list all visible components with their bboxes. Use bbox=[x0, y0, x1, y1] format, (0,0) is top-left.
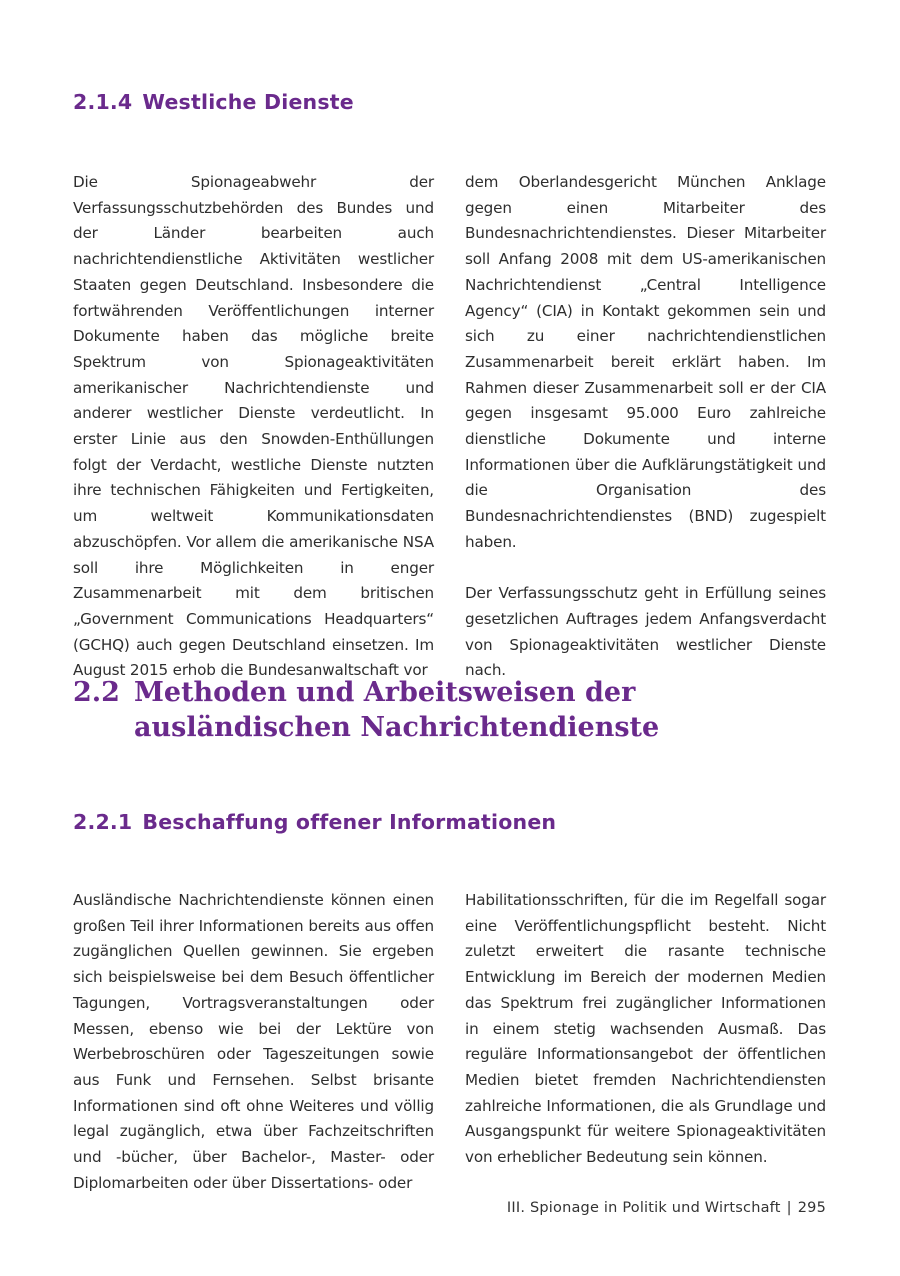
section-number: 2.2 bbox=[73, 677, 120, 708]
section-number: 2.2.1 bbox=[73, 810, 133, 834]
paragraph: Die Spionageabwehr der Verfassungsschutzbehörden des Bundes und der Länder bearbeiten auch nachrichtendienstliche Aktivitäten westlicher Staaten gegen Deutschland. Insbesondere die fortwährenden Veröffentlichungen interner Dokumente haben das mögliche breite Spektrum von Spionageaktivitäten amerikanischer Nachrichtendienste und anderer westlicher Dienste verdeutlicht. In erster Linie aus den Snowden-Enthüllungen folgt der Verdacht, westliche Dienste nutzten ihre technischen Fähigkeiten und Fertigkeiten, um weltweit Kommunikationsdaten abzuschöpfen. Vor allem die amerikanische NSA soll ihre Möglichkeiten in enger Zusammenarbeit mit dem britischen „Government Communications Headquarters“ (GCHQ) auch gegen Deutschland einsetzen. Im August 2015 erhob die Bundesanwaltschaft vor bbox=[73, 173, 434, 680]
chapter-heading-2-2 bbox=[73, 675, 853, 747]
column-right-2-2-1 bbox=[465, 888, 826, 1171]
column-left-2-2-1 bbox=[73, 888, 434, 1196]
page-footer bbox=[66, 1200, 826, 1216]
column-right-2-1-4 bbox=[465, 170, 826, 684]
page-number: 295 bbox=[797, 1200, 826, 1216]
section-title: Methoden und Arbeitsweisen der ausländischen Nachrichtendienste bbox=[134, 677, 660, 743]
paragraph: Ausländische Nachrichtendienste können einen großen Teil ihrer Informationen bereits aus offen zugänglichen Quellen gewinnen. Sie ergeben sich beispielsweise bei dem Besuch öffentlicher Tagungen, Vortragsveranstaltungen oder Messen, ebenso wie bei der Lektüre von Werbebroschüren oder Tageszeitungen sowie aus Funk und Fernsehen. Selbst brisante Informationen sind oft ohne Weiteres und völlig legal zugänglich, etwa über Fachzeitschriften und -bücher, über Bachelor-, Master- oder Diplomarbeiten oder über Dissertations- oder bbox=[73, 891, 434, 1192]
section-heading-2-1-4 bbox=[73, 90, 354, 114]
paragraph: Habilitationsschriften, für die im Regelfall sogar eine Veröffentlichungspflicht besteht. Nicht zuletzt erweitert die rasante technische Entwicklung im Bereich der modernen Medien das Spektrum frei zugänglicher Informationen in einem stetig wachsenden Ausmaß. Das reguläre Informationsangebot der öffentlichen Medien bietet fremden Nachrichtendiensten zahlreiche Informationen, die als Grundlage und Ausgangspunkt für weitere Spionageaktivitäten von erheblicher Bedeutung sein können. bbox=[465, 891, 826, 1167]
section-title: Westliche Dienste bbox=[142, 90, 354, 114]
footer-separator: | bbox=[786, 1200, 792, 1216]
paragraph: dem Oberlandesgericht München Anklage gegen einen Mitarbeiter des Bundesnachrichtendienstes. Dieser Mitarbeiter soll Anfang 2008 mit dem US-amerikanischen Nachrichtendienst „Central Intelligence Agency“ (CIA) in Kontakt gekommen sein und sich zu einer nachrichtendienstlichen Zusammenarbeit bereit erklärt haben. Im Rahmen dieser Zusammenarbeit soll er der CIA gegen insgesamt 95.000 Euro zahlreiche dienstliche Dokumente und interne Informationen über die Aufklärungstätigkeit und die Organisation des Bundesnachrichtendienstes (BND) zugespielt haben. bbox=[465, 173, 826, 551]
section-number: 2.1.4 bbox=[73, 90, 133, 114]
section-heading-2-2-1 bbox=[73, 810, 556, 834]
section-title: Beschaffung offener Informationen bbox=[142, 810, 557, 834]
footer-chapter: III. Spionage in Politik und Wirtschaft bbox=[506, 1200, 781, 1216]
column-left-2-1-4 bbox=[73, 170, 434, 684]
paragraph: Der Verfassungsschutz geht in Erfüllung seines gesetzlichen Auftrages jedem Anfangsverdacht von Spionageaktivitäten westlicher Dienste nach. bbox=[465, 584, 826, 680]
